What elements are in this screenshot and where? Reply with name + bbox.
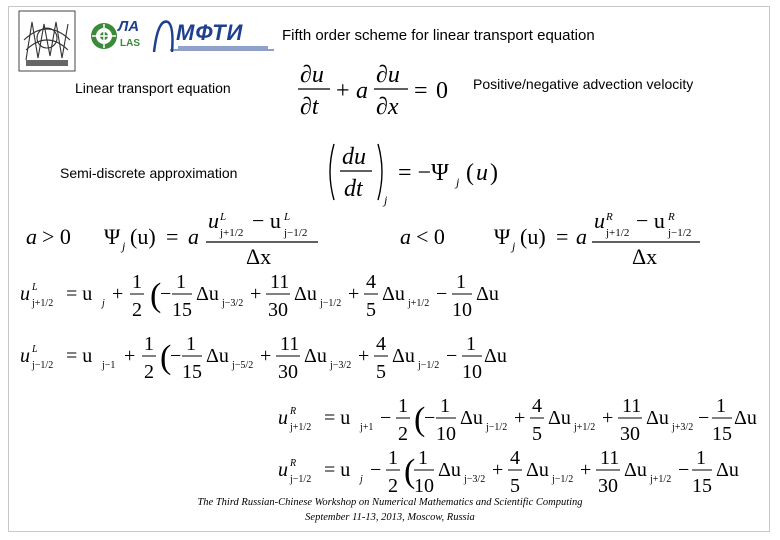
svg-text:Δu: Δu	[294, 283, 317, 305]
svg-text:(: (	[150, 277, 162, 314]
svg-text:−: −	[160, 283, 172, 305]
left-reconstruction-minus-formula	[20, 330, 510, 393]
svg-text:(: (	[414, 401, 426, 438]
svg-text:R: R	[290, 458, 297, 469]
svg-text:(: (	[466, 160, 474, 186]
svg-text:∂u: ∂u	[376, 62, 400, 88]
svg-text:−: −	[678, 459, 690, 481]
svg-text:Δu: Δu	[392, 345, 415, 367]
svg-text:∂t: ∂t	[300, 94, 319, 120]
svg-text:Δu: Δu	[716, 459, 739, 481]
svg-text:L: L	[32, 344, 38, 355]
svg-text:u: u	[20, 345, 30, 367]
mipt-logo	[148, 14, 278, 58]
positive-velocity-flux-formula	[26, 206, 336, 273]
svg-text:Ψ: Ψ	[104, 224, 121, 249]
svg-text:30: 30	[620, 423, 640, 445]
footer-workshop: The Third Russian-Chinese Workshop on Numerical Mathematics and Scientific Computing	[197, 497, 583, 508]
svg-text:+: +	[112, 283, 124, 305]
svg-text:< 0: < 0	[416, 224, 445, 249]
svg-text:u: u	[278, 459, 288, 481]
svg-text:5: 5	[376, 361, 386, 383]
svg-text:=: =	[414, 78, 428, 104]
lab-logo	[88, 16, 140, 56]
page-title: Fifth order scheme for linear transport equation	[282, 27, 595, 44]
svg-text:j: j	[102, 298, 105, 309]
svg-text:(u): (u)	[130, 224, 156, 249]
svg-text:1: 1	[696, 447, 706, 469]
svg-text:j: j	[512, 239, 516, 253]
svg-text:15: 15	[172, 299, 192, 321]
lab-logo-text: ЛА	[118, 18, 140, 35]
svg-text:1: 1	[440, 395, 450, 417]
svg-text:Δu: Δu	[304, 345, 327, 367]
linear-transport-label: Linear transport equation	[75, 80, 231, 96]
svg-text:> 0: > 0	[42, 224, 71, 249]
svg-text:4: 4	[366, 271, 376, 293]
svg-text:j−1/2: j−1/2	[32, 360, 54, 371]
svg-text:Δu: Δu	[460, 407, 483, 429]
svg-text:j: j	[456, 175, 460, 189]
svg-text:5: 5	[532, 423, 542, 445]
svg-text:j+1/2: j+1/2	[290, 422, 312, 433]
svg-text:2: 2	[132, 299, 142, 321]
svg-text:1: 1	[388, 447, 398, 469]
svg-text:Δu: Δu	[484, 345, 507, 367]
svg-text:+: +	[250, 283, 262, 305]
svg-text:15: 15	[712, 423, 732, 445]
mipt-logo-tagline	[178, 46, 268, 49]
svg-text:Δu: Δu	[382, 283, 405, 305]
svg-text:1: 1	[418, 447, 428, 469]
svg-text:Δu: Δu	[206, 345, 229, 367]
svg-text:(: (	[404, 453, 416, 490]
svg-text:= −Ψ: = −Ψ	[398, 160, 449, 186]
svg-text:∂u: ∂u	[300, 62, 324, 88]
svg-text:11: 11	[600, 447, 620, 469]
svg-text:(u): (u)	[520, 224, 546, 249]
svg-text:+: +	[358, 345, 370, 367]
svg-text:−: −	[170, 345, 182, 367]
seal-logo	[18, 10, 76, 72]
svg-text:1: 1	[186, 333, 196, 355]
svg-text:j+3/2: j+3/2	[672, 422, 694, 433]
svg-text:j+1/2: j+1/2	[606, 227, 630, 239]
svg-text:+: +	[492, 459, 504, 481]
svg-text:10: 10	[462, 361, 482, 383]
svg-text:a: a	[188, 224, 199, 249]
svg-text:): )	[490, 160, 498, 186]
svg-text:4: 4	[532, 395, 542, 417]
svg-text:j−1: j−1	[102, 360, 116, 371]
advection-velocity-label: Positive/negative advection velocity	[473, 76, 694, 92]
svg-text:+: +	[602, 407, 614, 429]
svg-text:Δu: Δu	[438, 459, 461, 481]
svg-text:+: +	[260, 345, 272, 367]
svg-text:= u: = u	[324, 459, 351, 481]
svg-text:+: +	[514, 407, 526, 429]
svg-text:dt: dt	[344, 176, 363, 202]
svg-text:j−5/2: j−5/2	[232, 360, 254, 371]
svg-text:5: 5	[366, 299, 376, 321]
svg-text:j−1/2: j−1/2	[290, 474, 312, 485]
svg-text:15: 15	[182, 361, 202, 383]
svg-text:u: u	[20, 283, 30, 305]
svg-text:Δu: Δu	[196, 283, 219, 305]
svg-text:−: −	[446, 345, 458, 367]
svg-text:j−3/2: j−3/2	[464, 474, 486, 485]
svg-text:(: (	[160, 339, 172, 376]
svg-text:+: +	[580, 459, 592, 481]
svg-text:15: 15	[692, 475, 712, 497]
svg-text:j: j	[384, 193, 388, 207]
left-reconstruction-plus-formula	[20, 268, 500, 331]
svg-text:a: a	[576, 224, 587, 249]
svg-text:Δu: Δu	[624, 459, 647, 481]
svg-text:0: 0	[436, 78, 448, 104]
svg-text:−: −	[436, 283, 448, 305]
transport-equation-formula	[296, 60, 456, 127]
svg-text:+: +	[348, 283, 360, 305]
svg-text:2: 2	[144, 361, 154, 383]
right-reconstruction-minus-formula	[278, 446, 758, 503]
svg-text:Δx: Δx	[246, 244, 272, 269]
svg-text:1: 1	[456, 271, 466, 293]
svg-text:1: 1	[132, 271, 142, 293]
svg-text:Δu: Δu	[646, 407, 669, 429]
svg-text:Δu: Δu	[734, 407, 757, 429]
svg-text:j+1/2: j+1/2	[408, 298, 430, 309]
svg-text:L: L	[32, 282, 38, 293]
svg-text:+: +	[124, 345, 136, 367]
svg-text:a: a	[356, 78, 368, 104]
svg-text:R: R	[290, 406, 297, 417]
svg-text:j: j	[360, 474, 363, 485]
footer-dates: September 11-13, 2013, Moscow, Russia	[305, 512, 475, 523]
svg-text:= u: = u	[66, 283, 93, 305]
svg-text:j+1/2: j+1/2	[220, 227, 244, 239]
svg-text:j−1/2: j−1/2	[552, 474, 574, 485]
negative-velocity-flux-formula	[400, 206, 710, 273]
svg-text:1: 1	[176, 271, 186, 293]
svg-text:+: +	[336, 78, 350, 104]
svg-text:j: j	[122, 239, 126, 253]
svg-text:u: u	[208, 208, 219, 233]
svg-text:u: u	[278, 407, 288, 429]
svg-text:j+1/2: j+1/2	[32, 298, 54, 309]
svg-text:30: 30	[278, 361, 298, 383]
svg-text:R: R	[606, 211, 613, 223]
svg-text:Δu: Δu	[548, 407, 571, 429]
svg-text:j+1/2: j+1/2	[650, 474, 672, 485]
svg-text:30: 30	[268, 299, 288, 321]
svg-text:L: L	[220, 211, 227, 223]
svg-text:∂x: ∂x	[376, 94, 399, 120]
svg-text:−: −	[698, 407, 710, 429]
svg-text:− u: − u	[252, 208, 281, 233]
svg-text:u: u	[476, 160, 488, 186]
svg-text:5: 5	[510, 475, 520, 497]
svg-text:= u: = u	[324, 407, 351, 429]
svg-text:Ψ: Ψ	[494, 224, 511, 249]
svg-text:j−1/2: j−1/2	[486, 422, 508, 433]
svg-text:L: L	[284, 211, 291, 223]
svg-text:30: 30	[598, 475, 618, 497]
svg-text:4: 4	[510, 447, 520, 469]
svg-text:R: R	[668, 211, 675, 223]
svg-text:− u: − u	[636, 208, 665, 233]
semi-discrete-formula	[326, 140, 506, 211]
svg-text:Δx: Δx	[632, 244, 658, 269]
svg-text:Δu: Δu	[476, 283, 499, 305]
svg-text:=: =	[556, 224, 569, 249]
svg-text:2: 2	[398, 423, 408, 445]
svg-text:j−3/2: j−3/2	[222, 298, 244, 309]
svg-text:j−1/2: j−1/2	[668, 227, 692, 239]
svg-text:=: =	[166, 224, 179, 249]
svg-text:j+1/2: j+1/2	[574, 422, 596, 433]
svg-text:j−1/2: j−1/2	[418, 360, 440, 371]
svg-text:11: 11	[280, 333, 300, 355]
svg-text:j+1: j+1	[360, 422, 374, 433]
svg-text:j−1/2: j−1/2	[320, 298, 342, 309]
semi-discrete-label: Semi-discrete approximation	[60, 165, 238, 181]
svg-text:1: 1	[716, 395, 726, 417]
svg-text:−: −	[380, 407, 392, 429]
svg-text:−: −	[424, 407, 436, 429]
svg-text:−: −	[370, 459, 382, 481]
svg-text:4: 4	[376, 333, 386, 355]
svg-text:u: u	[594, 208, 605, 233]
svg-text:a: a	[26, 224, 37, 249]
svg-text:j−1/2: j−1/2	[284, 227, 308, 239]
svg-text:a: a	[400, 224, 411, 249]
svg-text:11: 11	[270, 271, 290, 293]
svg-text:1: 1	[398, 395, 408, 417]
svg-text:10: 10	[414, 475, 434, 497]
svg-text:2: 2	[388, 475, 398, 497]
svg-text:Δu: Δu	[526, 459, 549, 481]
mipt-logo-text: МФТИ	[176, 20, 244, 45]
svg-text:1: 1	[466, 333, 476, 355]
svg-text:j−3/2: j−3/2	[330, 360, 352, 371]
lab-logo-subtext: LAS	[120, 38, 140, 49]
svg-text:du: du	[342, 144, 366, 170]
svg-text:10: 10	[452, 299, 472, 321]
svg-text:11: 11	[622, 395, 642, 417]
svg-text:10: 10	[436, 423, 456, 445]
svg-text:= u: = u	[66, 345, 93, 367]
svg-text:1: 1	[144, 333, 154, 355]
